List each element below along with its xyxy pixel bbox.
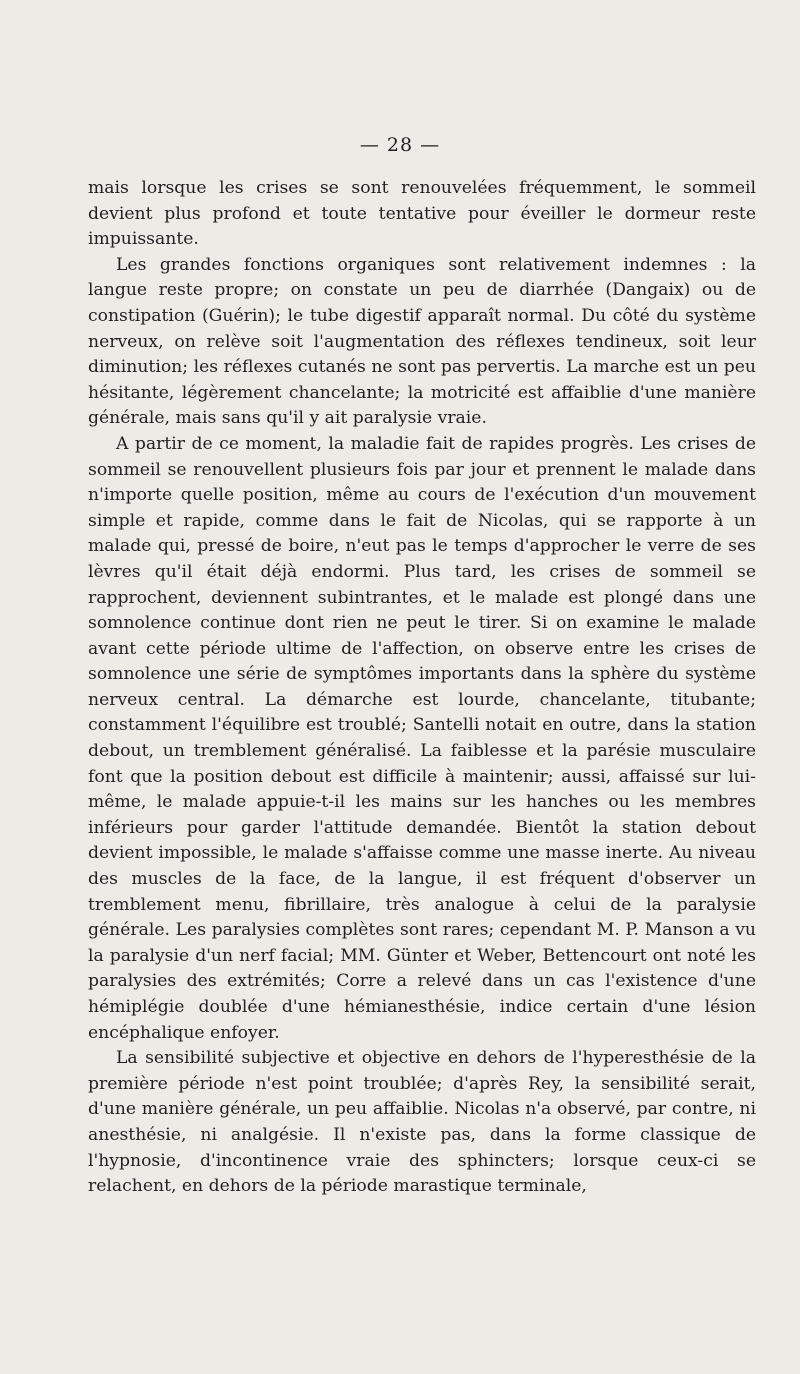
paragraph-3: A partir de ce moment, la maladie fait de rapides progrès. Les crises de sommeil se renouvellent plusieurs fois par jour et prennent le malade dans n'importe quelle position, même au cours de l'exécution d'un mouvement simple et rapide, comme dans le fait de Nicolas, qui se rapporte à un malade qui, pressé de boire, n'eut pas le temps d'approcher le verre de ses lèvres qu'il était déjà endormi. Plus tard, les crises de sommeil se rapprochent, deviennent subintrantes, et le malade est plongé dans une somnolence continue dont rien ne peut le tirer. Si on examine le malade avant cette période ultime de l'affection, on observe entre les crises de somnolence une série de symptômes importants dans la sphère du système nerveux central. La démarche est lourde, chancelante, titubante; constamment l'équilibre est troublé; Santelli notait en outre, dans la station debout, un tremblement généralisé. La faiblesse et la parésie musculaire font que la position debout est difficile à maintenir; aussi, affaissé sur lui-même, le malade appuie-t-il les mains sur les hanches ou les membres inférieurs pour garder l'attitude demandée. Bientôt la station debout devient impossible, le malade s'affaisse comme une masse inerte. Au niveau des muscles de la face, de la langue, il est fréquent d'observer un tremblement menu, fibrillaire, très analogue à celui de la paralysie générale. Les paralysies complètes sont rares; cependant M. P. Manson a vu la paralysie d'un nerf facial; MM. Günter et Weber, Bettencourt ont noté les paralysies des extrémités; Corre a relevé dans un cas l'existence d'une hémiplégie doublée d'une hémianesthésie, indice certain d'une lésion encéphalique enfoyer. — [88, 433, 756, 1043]
paragraph-4: La sensibilité subjective et objective en dehors de l'hyperesthésie de la première période n'est point troublée; d'après Rey, la sensibilité serait, d'une manière générale, un peu affaiblie. Nicolas n'a observé, par contre, ni anesthésie, ni analgésie. Il n'existe pas, dans la forme classique de l'hypnosie, d'incontinence vraie des sphincters; lorsque ceux-ci se relachent, en dehors de la période marastique terminale, — [88, 1048, 756, 1197]
paragraph-2: Les grandes fonctions organiques sont relativement indemnes : la langue reste propre; on constate un peu de diarrhée (Dangaix) ou de constipation (Guérin); le tube digestif apparaît normal. Du côté du système nerveux, on relève soit l'augmentation des réflexes tendineux, soit leur diminution; les réflexes cutanés ne sont pas pervertis. La marche est un peu hésitante, légèrement chancelante; la motricité est affaiblie d'une manière générale, mais sans qu'il y ait paralysie vraie. — [88, 254, 756, 429]
page-number: — 28 — — [359, 134, 441, 156]
body-text — [88, 176, 756, 1200]
paragraph-1: mais lorsque les crises se sont renouvelées fréquemment, le sommeil devient plus profond et toute tentative pour éveiller le dormeur reste impuissante. — [88, 178, 756, 250]
